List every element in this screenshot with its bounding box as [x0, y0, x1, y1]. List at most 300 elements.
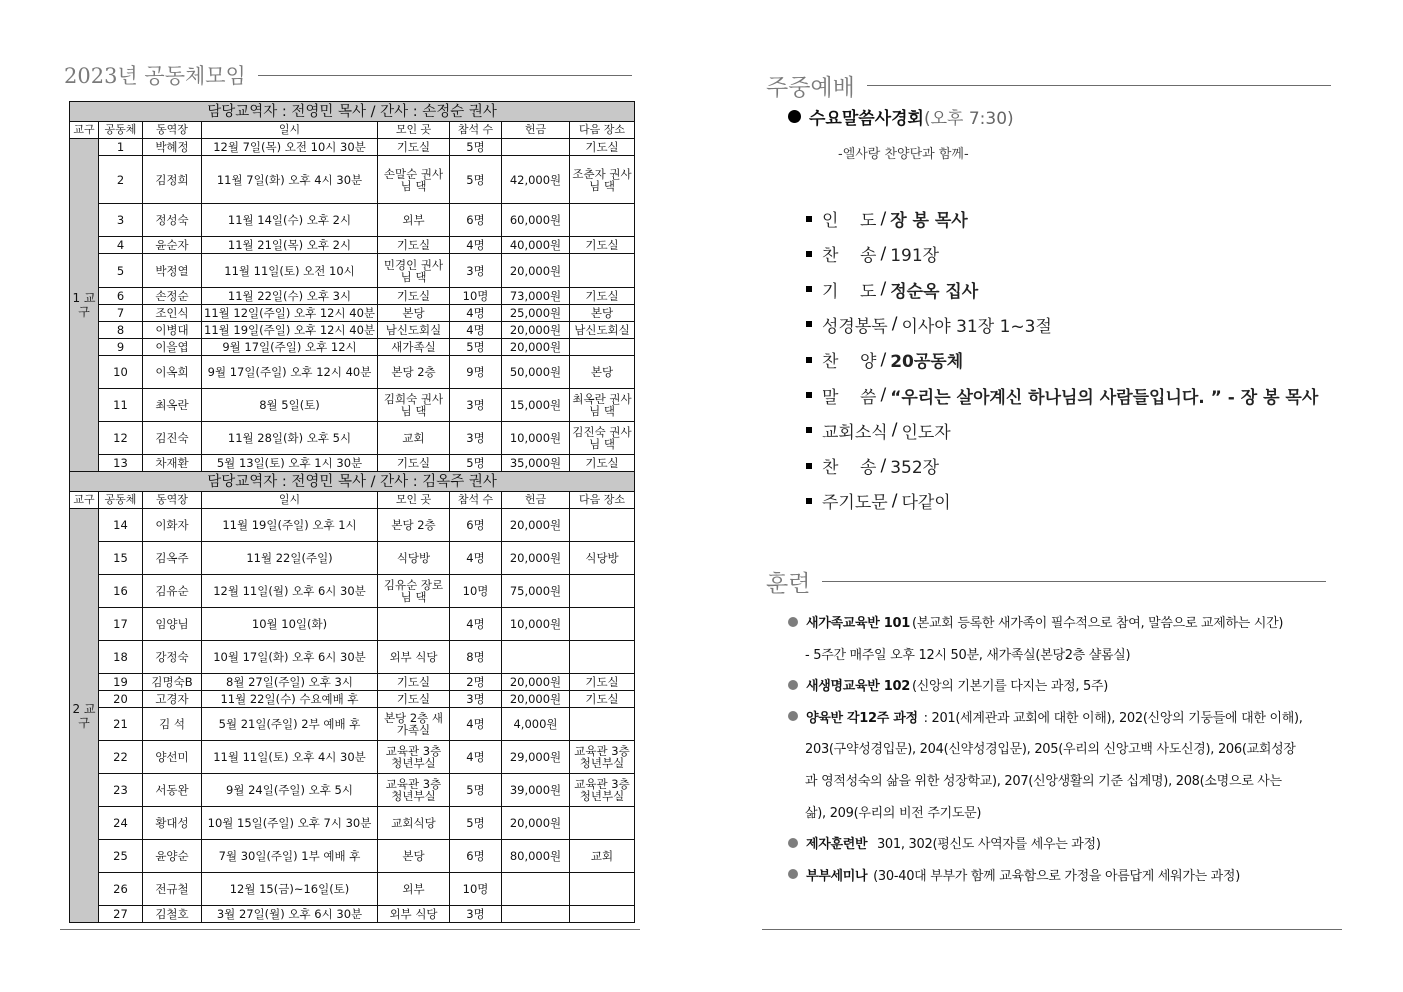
order-item [806, 206, 968, 231]
offering: 20,000원 [502, 509, 570, 542]
attendance: 3명 [450, 906, 502, 923]
training-description: (30-40대 부부가 함께 교육함으로 가정을 아름답게 세워가는 과정) [869, 868, 1240, 884]
community-no: 19 [99, 674, 143, 691]
meeting-date: 9월 17일(주일) 오후 12시 40분 [202, 356, 378, 389]
offering: 4,000원 [502, 708, 570, 741]
meeting-date: 12월 7일(목) 오전 10시 30분 [202, 139, 378, 156]
column-header: 교구 [70, 122, 99, 139]
community-no: 6 [99, 288, 143, 305]
community-no: 22 [99, 741, 143, 774]
meeting-date: 11월 28일(화) 오후 5시 [202, 422, 378, 455]
square-bullet-icon [806, 463, 812, 469]
training-line [788, 833, 1101, 852]
meeting-place: 본당 [378, 840, 450, 873]
meeting-place: 민경인 권사님 댁 [378, 254, 450, 288]
attendance: 4명 [450, 608, 502, 641]
district-label: 1 교 구 [70, 139, 99, 472]
column-header: 다음 장소 [570, 492, 635, 509]
offering: 20,000원 [502, 339, 570, 356]
community-no: 1 [99, 139, 143, 156]
meeting-date: 5월 21일(주일) 2부 예배 후 [202, 708, 378, 741]
table-row [70, 542, 635, 575]
group-title-row [70, 102, 635, 122]
community-no: 14 [99, 509, 143, 542]
next-place: 교회 [570, 840, 635, 873]
next-place [570, 575, 635, 608]
gray-bullet-icon [788, 711, 798, 721]
next-place [570, 873, 635, 906]
meeting-date: 12월 11일(월) 오후 6시 30분 [202, 575, 378, 608]
attendance: 4명 [450, 305, 502, 322]
order-item [806, 312, 1052, 337]
gray-bullet-icon [788, 617, 798, 627]
next-place: 남신도회실 [570, 322, 635, 339]
next-place [570, 254, 635, 288]
leader-name: 차재환 [143, 455, 202, 472]
offering: 40,000원 [502, 237, 570, 254]
meeting-place: 남신도회실 [378, 322, 450, 339]
gray-bullet-icon [788, 838, 798, 848]
next-place: 기도실 [570, 691, 635, 708]
next-place: 기도실 [570, 237, 635, 254]
meeting-date: 11월 21일(목) 오후 2시 [202, 237, 378, 254]
table-row [70, 288, 635, 305]
order-value: 이사야 31장 1~3절 [901, 316, 1052, 337]
column-header-row [70, 122, 635, 139]
district-label: 2 교 구 [70, 509, 99, 923]
square-bullet-icon [806, 498, 812, 504]
next-place: 교육관 3층 청년부실 [570, 741, 635, 774]
column-header: 교구 [70, 492, 99, 509]
leader-name: 이옥희 [143, 356, 202, 389]
attendance: 10명 [450, 288, 502, 305]
next-place: 본당 [570, 356, 635, 389]
offering [502, 139, 570, 156]
leader-name: 박혜정 [143, 139, 202, 156]
attendance: 3명 [450, 254, 502, 288]
leader-name: 이을엽 [143, 339, 202, 356]
column-header: 참석 수 [450, 492, 502, 509]
meeting-date: 10월 17일(화) 오후 6시 30분 [202, 641, 378, 674]
offering: 10,000원 [502, 608, 570, 641]
community-no: 24 [99, 807, 143, 840]
offering: 20,000원 [502, 674, 570, 691]
meeting-place: 기도실 [378, 237, 450, 254]
training-course-name: 양육반 각12주 과정 [806, 710, 918, 726]
table-row [70, 139, 635, 156]
square-bullet-icon [806, 216, 812, 222]
leader-name: 김진숙 [143, 422, 202, 455]
meeting-date: 10월 10일(화) [202, 608, 378, 641]
next-place [570, 509, 635, 542]
leader-name: 황대성 [143, 807, 202, 840]
meeting-place: 기도실 [378, 288, 450, 305]
meeting-place: 교육관 3층 청년부실 [378, 774, 450, 807]
column-header: 공동체 [99, 492, 143, 509]
column-header: 모인 곳 [378, 492, 450, 509]
table-row [70, 237, 635, 254]
community-no: 12 [99, 422, 143, 455]
table-row [70, 575, 635, 608]
order-separator: / [880, 279, 887, 300]
meeting-date: 11월 11일(토) 오전 10시 [202, 254, 378, 288]
attendance: 9명 [450, 356, 502, 389]
order-label: 인 도 [822, 211, 877, 231]
table-row [70, 254, 635, 288]
community-table [69, 101, 635, 923]
training-line [805, 770, 1282, 789]
attendance: 5명 [450, 139, 502, 156]
title-rule [822, 581, 1326, 582]
left-section-title [64, 60, 632, 90]
meeting-place: 기도실 [378, 691, 450, 708]
meeting-date: 11월 22일(수) 수요예배 후 [202, 691, 378, 708]
order-label: 기 도 [822, 281, 877, 302]
order-item [806, 347, 963, 372]
offering: 20,000원 [502, 807, 570, 840]
meeting-date: 9월 17일(주일) 오후 12시 [202, 339, 378, 356]
table-row [70, 691, 635, 708]
column-header: 동역장 [143, 492, 202, 509]
next-place [570, 339, 635, 356]
meeting-date: 8월 5일(토) [202, 389, 378, 422]
next-place: 교육관 3층 청년부실 [570, 774, 635, 807]
attendance: 10명 [450, 873, 502, 906]
square-bullet-icon [806, 286, 812, 292]
meeting-place: 본당 2층 [378, 356, 450, 389]
title-rule [867, 85, 1331, 86]
column-header: 다음 장소 [570, 122, 635, 139]
offering: 10,000원 [502, 422, 570, 455]
leader-name: 강정숙 [143, 641, 202, 674]
order-value: 다같이 [901, 493, 951, 514]
community-no: 25 [99, 840, 143, 873]
order-value: 191장 [890, 246, 940, 267]
next-place: 조춘자 권사님 댁 [570, 156, 635, 204]
meeting-date: 11월 14일(수) 오후 2시 [202, 204, 378, 237]
column-header: 일시 [202, 122, 378, 139]
training-course-name: 제자훈련반 [806, 837, 868, 853]
meeting-place: 본당 2층 [378, 509, 450, 542]
table-row [70, 674, 635, 691]
offering: 42,000원 [502, 156, 570, 204]
meeting-place: 외부 [378, 204, 450, 237]
square-bullet-icon [806, 251, 812, 257]
order-item [806, 383, 1318, 408]
leader-name: 김유순 [143, 575, 202, 608]
table-row [70, 608, 635, 641]
next-place: 식당방 [570, 542, 635, 575]
attendance: 6명 [450, 840, 502, 873]
meeting-date: 5월 13일(토) 오후 1시 30분 [202, 455, 378, 472]
training-description: 삶), 209(우리의 비전 주기도문) [805, 805, 982, 821]
next-place [570, 608, 635, 641]
right-bottom-rule [762, 929, 1342, 930]
left-bottom-rule [60, 929, 640, 930]
training-description: - 5주간 매주일 오후 12시 50분, 새가족실(본당2층 샬롬실) [805, 647, 1131, 663]
order-label: 성경봉독 [822, 316, 888, 337]
gray-bullet-icon [788, 869, 798, 879]
order-separator: / [880, 208, 887, 229]
attendance: 5명 [450, 156, 502, 204]
table-row [70, 741, 635, 774]
square-bullet-icon [806, 392, 812, 398]
community-no: 18 [99, 641, 143, 674]
order-label: 찬 양 [822, 352, 877, 373]
meeting-place: 손말순 권사님 댁 [378, 156, 450, 204]
attendance: 5명 [450, 339, 502, 356]
leader-name: 고경자 [143, 691, 202, 708]
group-title: 담당교역자 : 전영민 목사 / 간사 : 손정순 권사 [70, 102, 635, 122]
column-header: 모인 곳 [378, 122, 450, 139]
offering: 73,000원 [502, 288, 570, 305]
offering: 80,000원 [502, 840, 570, 873]
next-place: 기도실 [570, 674, 635, 691]
column-header: 공동체 [99, 122, 143, 139]
order-label: 찬 송 [822, 246, 877, 267]
offering: 75,000원 [502, 575, 570, 608]
offering: 20,000원 [502, 254, 570, 288]
meeting-place: 교회 [378, 422, 450, 455]
offering [502, 641, 570, 674]
meeting-place: 본당 2층 새가족실 [378, 708, 450, 741]
table-row [70, 339, 635, 356]
leader-name: 양선미 [143, 741, 202, 774]
community-no: 17 [99, 608, 143, 641]
attendance: 2명 [450, 674, 502, 691]
column-header: 참석 수 [450, 122, 502, 139]
leader-name: 최옥란 [143, 389, 202, 422]
leader-name: 손정순 [143, 288, 202, 305]
training-line [788, 707, 1303, 726]
meeting-date: 10월 15일(주일) 오후 7시 30분 [202, 807, 378, 840]
attendance: 3명 [450, 691, 502, 708]
meeting-date: 11월 19일(주일) 오후 12시 40분 [202, 322, 378, 339]
table-row [70, 708, 635, 741]
community-no: 2 [99, 156, 143, 204]
training-description: 203(구약성경입문), 204(신약성경입문), 205(우리의 신앙고백 사도신경), 206(교회성장 [805, 742, 1296, 758]
next-place: 최옥란 권사님 댁 [570, 389, 635, 422]
attendance: 6명 [450, 509, 502, 542]
attendance: 5명 [450, 774, 502, 807]
order-separator: / [880, 243, 887, 264]
attendance: 4명 [450, 708, 502, 741]
column-header: 헌금 [502, 122, 570, 139]
meeting-date: 9월 24일(주일) 오후 5시 [202, 774, 378, 807]
order-item [806, 418, 951, 443]
title-rule [258, 75, 632, 76]
meeting-place: 새가족실 [378, 339, 450, 356]
community-no: 8 [99, 322, 143, 339]
meeting-date: 12월 15(금)~16일(토) [202, 873, 378, 906]
attendance: 4명 [450, 322, 502, 339]
offering: 15,000원 [502, 389, 570, 422]
table-row [70, 641, 635, 674]
community-no: 20 [99, 691, 143, 708]
community-no: 11 [99, 389, 143, 422]
offering: 20,000원 [502, 322, 570, 339]
table-row [70, 356, 635, 389]
next-place [570, 708, 635, 741]
group-title-row [70, 472, 635, 492]
offering: 50,000원 [502, 356, 570, 389]
offering [502, 906, 570, 923]
meeting-place: 기도실 [378, 674, 450, 691]
leader-name: 전규철 [143, 873, 202, 906]
meeting-place [378, 608, 450, 641]
training-course-name: 새가족교육반 101 [806, 616, 911, 631]
meeting-place: 교육관 3층 청년부실 [378, 741, 450, 774]
order-value: 정순옥 집사 [890, 281, 979, 302]
community-no: 27 [99, 906, 143, 923]
attendance: 4명 [450, 237, 502, 254]
meeting-place: 외부 식당 [378, 641, 450, 674]
worship-time: (오후 7:30) [923, 109, 1014, 129]
order-label: 교회소식 [822, 422, 888, 443]
meeting-place: 식당방 [378, 542, 450, 575]
community-no: 15 [99, 542, 143, 575]
order-separator: / [880, 455, 887, 476]
column-header-row [70, 492, 635, 509]
meeting-place: 외부 식당 [378, 906, 450, 923]
order-value: 인도자 [901, 422, 951, 443]
meeting-date: 8월 27일(주일) 오후 3시 [202, 674, 378, 691]
leader-name: 서동완 [143, 774, 202, 807]
training-line [805, 644, 1130, 663]
meeting-date: 11월 22일(수) 오후 3시 [202, 288, 378, 305]
meeting-date: 11월 19일(주일) 오후 1시 [202, 509, 378, 542]
table-row [70, 906, 635, 923]
attendance: 8명 [450, 641, 502, 674]
table-row [70, 840, 635, 873]
square-bullet-icon [806, 427, 812, 433]
training-course-name: 부부세미나 [806, 868, 868, 884]
next-place: 기도실 [570, 455, 635, 472]
training-line [788, 865, 1240, 884]
order-separator: / [891, 420, 898, 441]
meeting-place: 기도실 [378, 139, 450, 156]
square-bullet-icon [806, 321, 812, 327]
next-place: 김진숙 권사님 댁 [570, 422, 635, 455]
meeting-place: 김유순 장로님 댁 [378, 575, 450, 608]
training-description: 과 영적성숙의 삶을 위한 성장학교), 207(신앙생활의 기준 십계명), 208(소명으로 사는 [805, 774, 1282, 789]
meeting-date: 11월 22일(주일) [202, 542, 378, 575]
order-label: 주기도문 [822, 493, 888, 514]
meeting-place: 본당 [378, 305, 450, 322]
community-no: 16 [99, 575, 143, 608]
leader-name: 조인식 [143, 305, 202, 322]
leader-name: 정성숙 [143, 204, 202, 237]
offering: 29,000원 [502, 741, 570, 774]
training-line [788, 675, 1108, 694]
attendance: 5명 [450, 455, 502, 472]
order-value: 20공동체 [890, 352, 964, 373]
leader-name: 김철호 [143, 906, 202, 923]
offering [502, 873, 570, 906]
leader-name: 김옥주 [143, 542, 202, 575]
table-row [70, 389, 635, 422]
attendance: 5명 [450, 807, 502, 840]
training-line [805, 802, 981, 821]
order-value: 352장 [890, 458, 940, 479]
left-title-text: 2023년 공동체모임 [64, 64, 246, 88]
leader-name: 김 석 [143, 708, 202, 741]
community-no: 4 [99, 237, 143, 254]
order-label: 찬 송 [822, 458, 877, 479]
offering: 60,000원 [502, 204, 570, 237]
table-row [70, 204, 635, 237]
black-bullet-icon [788, 110, 801, 123]
community-no: 3 [99, 204, 143, 237]
next-place [570, 807, 635, 840]
worship-subtitle: -엘사랑 찬양단과 함께- [838, 147, 969, 162]
order-item [806, 453, 939, 478]
community-no: 23 [99, 774, 143, 807]
order-value: 장 봉 목사 [890, 211, 968, 231]
next-place: 기도실 [570, 139, 635, 156]
table-row [70, 156, 635, 204]
offering: 20,000원 [502, 691, 570, 708]
leader-name: 이화자 [143, 509, 202, 542]
next-place [570, 641, 635, 674]
table-row [70, 422, 635, 455]
order-item [806, 277, 978, 302]
training-section-title [766, 566, 1326, 596]
attendance: 3명 [450, 389, 502, 422]
meeting-date: 11월 7일(화) 오후 4시 30분 [202, 156, 378, 204]
meeting-date: 7월 30일(주일) 1부 예배 후 [202, 840, 378, 873]
order-item [806, 241, 939, 266]
leader-name: 김정희 [143, 156, 202, 204]
order-label: 말 씀 [822, 387, 877, 408]
meeting-place: 외부 [378, 873, 450, 906]
offering: 25,000원 [502, 305, 570, 322]
community-no: 26 [99, 873, 143, 906]
community-no: 21 [99, 708, 143, 741]
training-description: (신앙의 기본기를 다지는 과정, 5주) [912, 679, 1109, 695]
meeting-place: 교회식당 [378, 807, 450, 840]
worship-title-text: 주중예배 [766, 74, 855, 101]
worship-heading [788, 104, 1014, 129]
community-no: 10 [99, 356, 143, 389]
meeting-place: 기도실 [378, 455, 450, 472]
meeting-date: 11월 11일(토) 오후 4시 30분 [202, 741, 378, 774]
attendance: 4명 [450, 542, 502, 575]
order-separator: / [880, 385, 887, 405]
training-title-text: 훈련 [766, 570, 811, 597]
leader-name: 윤순자 [143, 237, 202, 254]
next-place [570, 204, 635, 237]
leader-name: 윤양순 [143, 840, 202, 873]
leader-name: 박정열 [143, 254, 202, 288]
table-row [70, 774, 635, 807]
table-row [70, 807, 635, 840]
community-no: 9 [99, 339, 143, 356]
meeting-date: 3월 27일(월) 오후 6시 30분 [202, 906, 378, 923]
meeting-place: 김희숙 권사님 댁 [378, 389, 450, 422]
attendance: 4명 [450, 741, 502, 774]
offering: 39,000원 [502, 774, 570, 807]
worship-name: 수요말씀사경회 [809, 109, 924, 129]
column-header: 동역장 [143, 122, 202, 139]
next-place: 본당 [570, 305, 635, 322]
meeting-date: 11월 12일(주일) 오후 12시 40분 [202, 305, 378, 322]
order-value: “우리는 살아계신 하나님의 사람들입니다. ” - 장 봉 목사 [890, 387, 1319, 408]
attendance: 10명 [450, 575, 502, 608]
training-description: 301, 302(평신도 사역자를 세우는 과정) [869, 837, 1101, 853]
order-separator: / [891, 490, 898, 511]
table-row [70, 509, 635, 542]
